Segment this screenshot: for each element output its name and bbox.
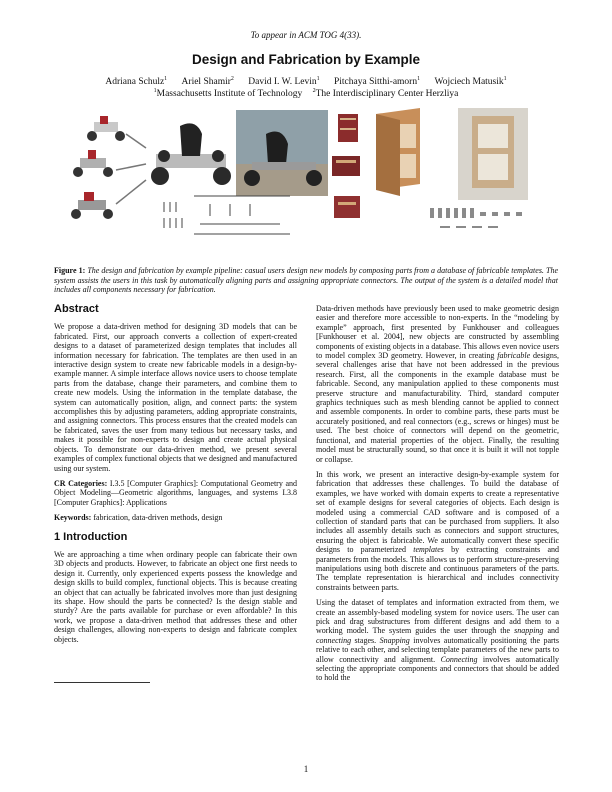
intro-text: We are approaching a time when ordinary people can fabricate their own 3D objects and products. However, to fabricate an object one first needs to design it. Currently, only experienced experts possess the knowledge and design skills to build complex, functional objects. This is because creating an object that can actually be fabricated involves more than just designing its shape. How should the parts be connected? Is the design stable and sturdy? Are the parts available for purchase or even affordable? In this work, we propose a data-driven method that addresses these and other design challenges, allowing non-experts to design and fabricate complex objects.	[54, 549, 297, 644]
cabinet-photo	[458, 108, 528, 200]
paragraph: Data-driven methods have previously been used to make geometric design easier and therefore more accessible to non-experts. In the “modeling by example” approach, first presented by Funkhouser and colleagues [Funkhouser et al. 2004], new objects are constructed by assembling components of existing objects in a database. This allows even novice users to model complex 3D geometry. However, in creating fabricable designs, several challenges arise that have not been addressed in the previous research. First, all the components in the example database must be fabricable. Second, any manipulation applied to these components must preserve structure and manufacturability. Third, standard computer graphics techniques such as mesh blending cannot be applied to connect and assemble components. In order to combine parts, these parts must be accurately positioned, and real connectors (e.g., screws or hinges) must be used. The best choice of connectors will depend on the geometric, functional, and material properties of the object. Finally, the resulting model must be structurally sound, so that once it is built it will not topple or collapse.	[316, 304, 560, 464]
furniture-variant-icon	[334, 196, 360, 218]
cr-text: I.3.5 [Computer Graphics]: Computational Geometry and Object Modeling—Geometric algorithms, languages, and systems I.3.8 [Computer Graphics]: Applications	[54, 478, 297, 507]
right-column	[316, 304, 559, 689]
affiliation: $^2$The Interdisciplinary Center Herzliya	[312, 88, 459, 100]
cr-categories	[54, 479, 297, 507]
kart-variant-icon	[87, 116, 125, 141]
teaser-figure	[60, 104, 552, 260]
caption-label: Figure 1:	[54, 266, 86, 275]
running-header: To appear in ACM TOG 4(33).	[250, 30, 362, 40]
kart-photo	[236, 110, 328, 196]
keywords	[54, 513, 297, 522]
affiliation: $^1$Massachusetts Institute of Technology	[153, 88, 303, 100]
paragraph: Using the dataset of templates and information extracted from them, we create an assembly-based modeling system for novice users. The user can pick and drag substructures from different designs and add them to a working model. The system guides the user through the snapping and connecting stages. Snapping involves automatically positioning the parts relative to each other, and selecting template parameters of the new parts to allow connectivity and alignment. Connecting involves automatically selecting the appropriate components and connectors that should be added to hold the	[316, 598, 559, 683]
intro-heading: 1 Introduction	[54, 530, 128, 543]
keywords-label: Keywords:	[54, 513, 92, 523]
footnote-rule	[54, 682, 150, 683]
author: Wojciech Matusik$^1$	[434, 76, 507, 88]
author-list	[0, 76, 612, 87]
abstract-text: We propose a data-driven method for designing 3D models that can be fabricated. First, our approach converts a collection of expert-created designs to a dataset of parameterized design templates that includes all information necessary for fabrication. The templates are then used in an interactive design system to create new fabricable models in a design-by-example manner. A simple interface allows novice users to choose template parts from the database, change their parameters, and combine them to create new models. Using the information in the template database, the system can automatically position, align, and connect parts: the system accomplishes this by adjusting parameters, adding appropriate constraints, and assigning connectors. This process ensures that the created models can be fabricated, saves the user from many tedious but necessary tasks, and makes it possible for non-experts to design and create actual physical objects. To demonstrate our data-driven method, we present several examples of complex functional objects that we designed and manufactured using our system.	[54, 322, 297, 473]
figure-caption	[54, 266, 558, 295]
caption-text: The design and fabrication by example pipeline: casual users design new models by composing parts from a database of fabricable templates. The system assists the users in this task by automatically aligning parts and assigning appropriate connectors. The output of the system is a detailed model that includes all components necessary for fabrication.	[54, 266, 558, 295]
furniture-variant-icon	[338, 114, 358, 142]
author: Ariel Shamir$^2$	[181, 76, 234, 88]
author: David I. W. Levin$^1$	[248, 76, 320, 88]
kart-variant-icon	[73, 150, 113, 177]
author: Pitchaya Sitthi-amorn$^1$	[333, 76, 421, 88]
paragraph: In this work, we present an interactive design-by-example system for fabrication that addresses these challenges. To build the database of examples, we have worked with domain experts to create a representative set of example designs for several categories of objects. Each design is modeled using a commercial CAD software and is composed of a collection of standard parts that can be purchased from suppliers. It also includes all assembly details such as connectors and support structures, ensuring the object is fabricable. We automatically convert these specific designs to parameterized templates by extracting constraints and parameters from the models. This allows us to perform structure-preserving manipulations using both discrete and continuous parameters of the parts. The template representation is hierarchical and includes connectivity constraints between parts.	[316, 469, 559, 592]
cabinet-model-icon	[376, 108, 420, 196]
cabinet-parts-icon	[430, 208, 522, 228]
paper-title: Design and Fabrication by Example	[191, 52, 421, 67]
abstract-heading: Abstract	[54, 303, 99, 315]
kart-model-icon	[151, 123, 231, 185]
keywords-text: fabrication, data-driven methods, design	[93, 513, 223, 523]
cr-label: CR Categories:	[54, 478, 108, 488]
kart-parts-icon	[164, 196, 290, 234]
kart-variant-icon	[71, 192, 113, 219]
author: Adriana Schulz$^1$	[105, 76, 168, 88]
furniture-variant-icon	[332, 156, 360, 176]
page-number: 1	[303, 764, 309, 774]
affiliation-list	[0, 88, 612, 99]
left-column	[54, 305, 297, 650]
